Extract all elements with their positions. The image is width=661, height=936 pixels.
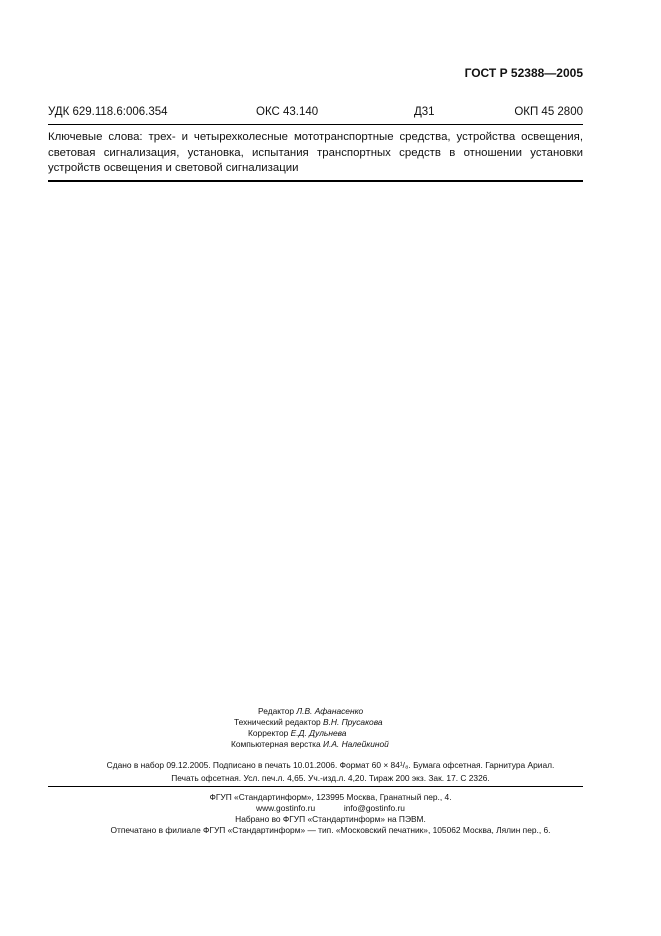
- print-info-line-2: Печать офсетная. Усл. печ.л. 4,65. Уч.-изд.л. 4,20. Тираж 200 экз. Зак. 17. С 2326.: [171, 773, 490, 783]
- publisher-imprint: [0, 792, 661, 836]
- website-link[interactable]: www.gostinfo.ru: [256, 803, 316, 813]
- corrector-line: [248, 728, 346, 739]
- keywords-paragraph: Ключевые слова: трех- и четырехколесные мототранспортные средства, устройства освещения, световая сигнализация, установка, испытания транспортных средств в отношении установки устройств освещения и световой сигнализации: [48, 131, 583, 174]
- print-info: [0, 760, 661, 784]
- oks-code: ОКС 43.140: [256, 106, 319, 118]
- publisher-address: ФГУП «Стандартинформ», 123995 Москва, Гранатный пер., 4.: [209, 792, 452, 802]
- divider-bottom: [48, 786, 583, 787]
- editor-label: Редактор: [258, 706, 295, 716]
- udk-code: УДК 629.118.6:006.354: [48, 106, 168, 118]
- tech-editor-line: [234, 717, 383, 728]
- email-link[interactable]: info@gostinfo.ru: [343, 803, 405, 813]
- layout-name: И.А. Налейкиной: [323, 739, 389, 749]
- divider-top: [48, 124, 583, 125]
- divider-keywords: [48, 180, 583, 182]
- printed-note: Отпечатано в филиале ФГУП «Стандартинформ» — тип. «Московский печатник», 105062 Москва, Лялин пер., 6.: [110, 825, 551, 835]
- layout-label: Компьютерная верстка: [231, 739, 321, 749]
- publisher-contacts: [0, 803, 661, 814]
- corrector-label: Корректор: [248, 728, 289, 738]
- standard-designation: ГОСТ Р 52388—2005: [464, 66, 583, 80]
- editor-line: [258, 706, 363, 717]
- corrector-name: Е.Д. Дульнева: [290, 728, 347, 738]
- tech-editor-name: В.Н. Прусакова: [322, 717, 383, 727]
- typeset-note: Набрано во ФГУП «Стандартинформ» на ПЭВМ.: [235, 814, 426, 824]
- tech-editor-label: Технический редактор: [234, 717, 321, 727]
- editor-name: Л.В. Афанасенко: [296, 706, 364, 716]
- print-info-line-1: Сдано в набор 09.12.2005. Подписано в печать 10.01.2006. Формат 60 × 84¹/₈. Бумага офсетная. Гарнитура Ариал.: [106, 760, 555, 770]
- layout-line: [231, 739, 389, 750]
- classification-codes: [48, 106, 583, 122]
- okp-code: ОКП 45 2800: [514, 106, 583, 118]
- d-code: Д31: [414, 106, 435, 118]
